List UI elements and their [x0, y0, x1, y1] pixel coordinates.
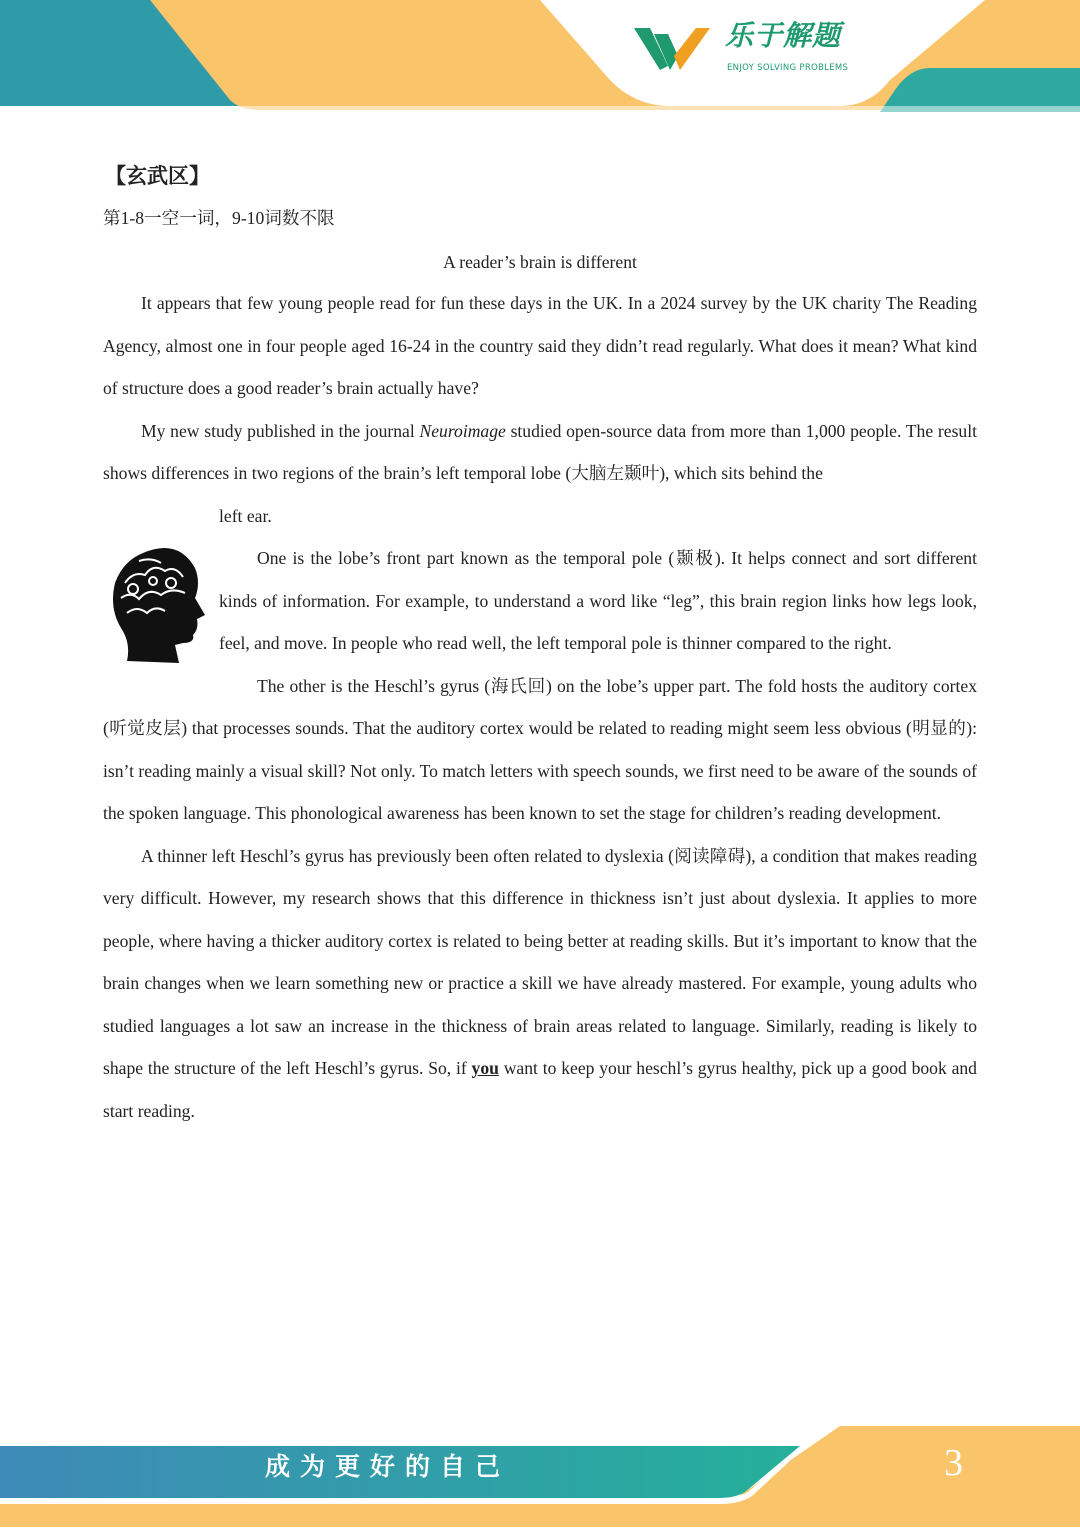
page-header-banner	[0, 0, 1080, 112]
paragraph-text: My new study published in the journal	[141, 420, 420, 441]
instruction-text: 第1-8一空一词，9-10词数不限	[103, 208, 335, 228]
region-heading: 【玄武区】	[105, 164, 210, 188]
logo-tagline: ENJOY SOLVING PROBLEMS	[727, 63, 849, 73]
paragraph-1: It appears that few young people read for fun these days in the UK. In a 2024 survey by the UK charity The Reading Agency, almost one in four people aged 16-24 in the country said they didn’t read regularly. What does it mean? What kind of structure does a good reader’s brain actually have?	[103, 293, 977, 398]
paragraph-text: A thinner left Heschl’s gyrus has previously been often related to dyslexia (阅读障碍), a condition that makes reading very difficult. However, my research shows that this difference in thickness isn’t just about dyslexia. It applies to more people, where having a thicker auditory cortex is related to being better at reading skills. But it’s important to know that the brain changes when we learn something new or practice a skill we have already mastered. For example, young adults who studied languages a lot saw an increase in the thickness of brain areas related to language. Similarly, reading is likely to shape the structure of the left Heschl’s gyrus. So, if	[103, 845, 977, 1078]
page-footer-banner	[0, 1420, 1080, 1527]
logo-icon	[634, 26, 714, 72]
paragraph-4: The other is the Heschl’s gyrus (海氏回) on the lobe’s upper part. The fold hosts the auditory cortex (听觉皮层) that processes sounds. That the auditory cortex would be related to reading might seem less obvious (明显的): isn’t reading mainly a visual skill? Not only. To match letters with speech sounds, we first need to be aware of the sounds of the spoken language. This phonological awareness has been known to set the stage for children’s reading development.	[103, 675, 977, 823]
article-title: A reader’s brain is different	[443, 252, 637, 272]
journal-name: Neuroimage	[419, 420, 506, 441]
footer-decoration	[0, 1420, 1080, 1527]
page-number: 3	[944, 1442, 963, 1484]
underlined-word: you	[471, 1058, 499, 1078]
paragraph-3: One is the lobe’s front part known as the temporal pole (颞极). It helps connect and sort different kinds of information. For example, to understand a word like “leg”, this brain region links how legs look, feel, and move. In people who read well, the left temporal pole is thinner compared to the right.	[219, 548, 977, 653]
footer-slogan: 成为更好的自己	[265, 1452, 511, 1481]
brain-head-icon	[103, 543, 219, 670]
paragraph-text: studied open-source data from more than 1,000 people. The result shows differences in two regions of the brain’s left temporal lobe (大脑左颞叶), which sits behind the	[103, 420, 977, 483]
paragraph-5	[103, 835, 977, 1133]
logo-text: 乐于解题	[725, 19, 842, 52]
document-body	[103, 158, 977, 1132]
paragraph-2-end: left ear.	[219, 505, 272, 526]
paragraph-2	[103, 410, 977, 495]
paragraph-text: want to keep your heschl’s gyrus healthy, pick up a good book and start reading.	[103, 1058, 977, 1121]
header-decoration	[0, 0, 1080, 112]
